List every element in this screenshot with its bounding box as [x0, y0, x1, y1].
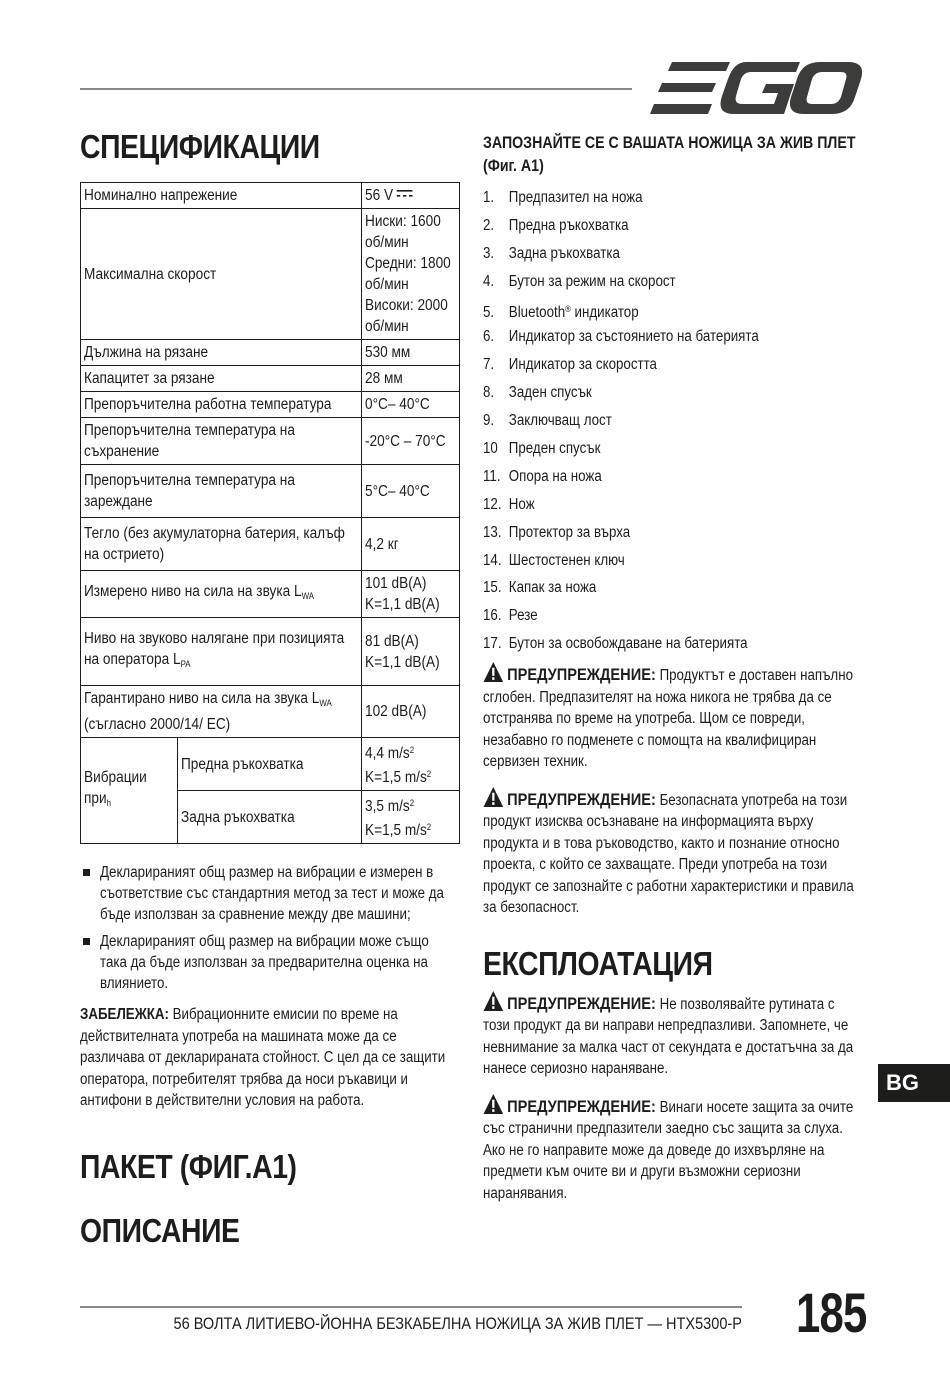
spec-value: 530 мм	[364, 344, 411, 361]
list-item: 4. Бутон за режим на скорост	[483, 272, 676, 290]
package-heading: ПАКЕТ (ФИГ.А1)	[80, 1147, 297, 1185]
spec-value: 81 dB(A) K=1,1 dB(A)	[364, 632, 440, 671]
spec-label: Препоръчителна работна температура	[84, 396, 332, 413]
spec-label: Гарантирано ниво на сила на звука $L_{WA}$ (съгласно 2000/14/ ЕС)	[84, 690, 332, 733]
list-item: 15. Капак за ножа	[483, 579, 597, 597]
spec-value: 4,2 кг	[364, 535, 399, 553]
list-item: 1. Предпазител на ножа	[483, 189, 643, 206]
list-item: 16. Резе	[483, 607, 538, 625]
spec-value: Ниски: 1600 об/мин Средни: 1800 об/мин Високи: 2000 об/мин	[364, 213, 451, 335]
vibration-bullets	[80, 862, 460, 994]
list-item: Декларираният общ размер на вибрации е измерен в съответствие със стандартния метод за тест и може да бъде използван за сравнение между две машини;	[80, 862, 460, 925]
spec-value: 4,4 $m/s^2$ K=1,5 $m/s^2$	[364, 745, 432, 786]
list-item: 2. Предна ръкохватка	[483, 216, 629, 234]
spec-value: 28 мм	[364, 370, 403, 387]
spec-sublabel: Предна ръкохватка	[181, 755, 304, 773]
spec-value: 101 dB(A) K=1,1 dB(A)	[364, 575, 440, 613]
list-item: 12. Нож	[483, 495, 535, 513]
warning-block: ПРЕДУПРЕЖДЕНИЕ: Винаги носете защита за очите със странични предпазители заедно със защита за слуха. Ако не го направите може да доведе до изхвърляне на предмети към очите ви и други възможни сериозни наранявания.	[483, 1094, 863, 1205]
list-item: 17. Бутон за освобождаване на батерията	[483, 635, 748, 653]
parts-list	[483, 184, 863, 658]
list-item: 5. Bluetooth® индикатор	[483, 303, 639, 321]
spec-label: Капацитет за рязане	[84, 370, 215, 387]
table-row	[81, 618, 460, 686]
warning-triangle-icon	[483, 991, 504, 1011]
top-rule	[80, 88, 632, 90]
spec-value: -20°C – 70°C	[364, 432, 446, 450]
table-row	[81, 183, 460, 209]
spec-label: Дължина на рязане	[84, 344, 209, 361]
list-item: 8. Заден спусък	[483, 384, 592, 402]
description-heading: ОПИСАНИЕ	[80, 1211, 240, 1249]
spec-sublabel: Задна ръкохватка	[181, 808, 295, 826]
table-row	[81, 418, 460, 465]
table-row	[81, 366, 460, 392]
specs-heading: СПЕЦИФИКАЦИИ	[80, 128, 320, 165]
spec-label: Препоръчителна температура на съхранение	[84, 422, 295, 460]
table-row	[81, 518, 460, 571]
table-row	[81, 392, 460, 418]
ego-logo	[650, 62, 862, 114]
warning-triangle-icon	[483, 662, 504, 682]
spec-value: 102 dB(A)	[364, 703, 427, 720]
spec-label: Ниво на звуково налягане при позицията на оператора $L_{PA}$	[84, 630, 345, 669]
vibration-note: ЗАБЕЛЕЖКА: Вибрационните емисии по време на действителната употреба на машината може да се различава от декларираната стойност. С цел да се защити оператора, потребителят трябва да носи ръкавици и антифони в действителни условия на работа.	[80, 1006, 446, 1109]
bottom-rule	[80, 1306, 742, 1308]
language-tab: BG	[878, 1064, 950, 1102]
warning-block: ПРЕДУПРЕЖДЕНИЕ: Не позволявайте рутината с този продукт да ви направи непредпазливи. Запомнете, че невнимание за малка част от секундата е достатъчна за да нанесе сериозно нараняване.	[483, 991, 863, 1080]
spec-label: Тегло (без акумулаторна батерия, калъф на острието)	[84, 525, 345, 563]
list-item: 10 Преден спусък	[483, 440, 601, 458]
spec-label: Препоръчителна температура на зареждане	[84, 472, 295, 510]
left-column	[80, 128, 460, 1250]
operation-heading: ЕКСПЛОАТАЦИЯ	[483, 944, 713, 982]
warning-block: ПРЕДУПРЕЖДЕНИЕ: Безопасната употреба на този продукт изисква осъзнаване на информацията върху продукта и в това ръководство, както и познание относно проекта, с който се захващате. Преди употреба на този продукт се запознайте с работни характеристики и правила за безопасност.	[483, 787, 863, 919]
bullet-square-icon	[83, 938, 90, 945]
footer-title: 56 ВОЛТА ЛИТИЕВО-ЙОННА БЕЗКАБЕЛНА НОЖИЦА ЗА ЖИВ ПЛЕТ — HTX5300-P	[173, 1315, 742, 1333]
bullet-square-icon	[83, 869, 90, 876]
spec-label: Измерено ниво на сила на звука $L_{WA}$	[84, 583, 315, 601]
spec-value: 5°C– 40°C	[364, 482, 430, 500]
list-item: 6. Индикатор за състоянието на батерията	[483, 328, 759, 346]
spec-value: 3,5 $m/s^2$ K=1,5 $m/s^2$	[364, 798, 432, 839]
table-row	[81, 738, 460, 791]
warning-triangle-icon	[483, 1094, 504, 1114]
table-row	[81, 209, 460, 340]
list-item: 14. Шестостенен ключ	[483, 551, 625, 569]
spec-value: 56 V	[365, 185, 456, 206]
list-item: Декларираният общ размер на вибрации може също така да бъде използван за предварителна оценка на влиянието.	[80, 931, 460, 994]
table-row	[81, 686, 460, 738]
spec-label: Максимална скорост	[84, 265, 217, 283]
know-your-title: ЗАПОЗНАЙТЕ СЕ С ВАШАТА НОЖИЦА ЗА ЖИВ ПЛЕТ (Фиг. А1)	[483, 134, 856, 175]
spec-label: Номинално напрежение	[84, 187, 238, 204]
right-column	[483, 132, 863, 1204]
specs-table	[80, 182, 460, 844]
spec-label: Вибрации при$_h$	[84, 769, 147, 808]
list-item: 11. Опора на ножа	[483, 467, 602, 485]
table-row	[81, 465, 460, 518]
warning-triangle-icon	[483, 787, 504, 807]
table-row	[81, 340, 460, 366]
spec-value: 0°C– 40°C	[364, 396, 430, 413]
dc-symbol-icon	[397, 190, 413, 198]
list-item: 7. Индикатор за скоростта	[483, 356, 657, 374]
table-row	[81, 571, 460, 618]
list-item: 9. Заключващ лост	[483, 412, 612, 430]
list-item: 3. Задна ръкохватка	[483, 244, 620, 262]
warning-block: ПРЕДУПРЕЖДЕНИЕ: Продуктът е доставен напълно сглобен. Предпазителят на ножа никога не трябва да се отстранява по време на употреба. Щом се повреди, незабавно го подменете с помощта на квалифициран сервизен техник.	[483, 662, 863, 773]
list-item: 13. Протектор за върха	[483, 523, 631, 541]
page-number: 185	[796, 1281, 867, 1344]
